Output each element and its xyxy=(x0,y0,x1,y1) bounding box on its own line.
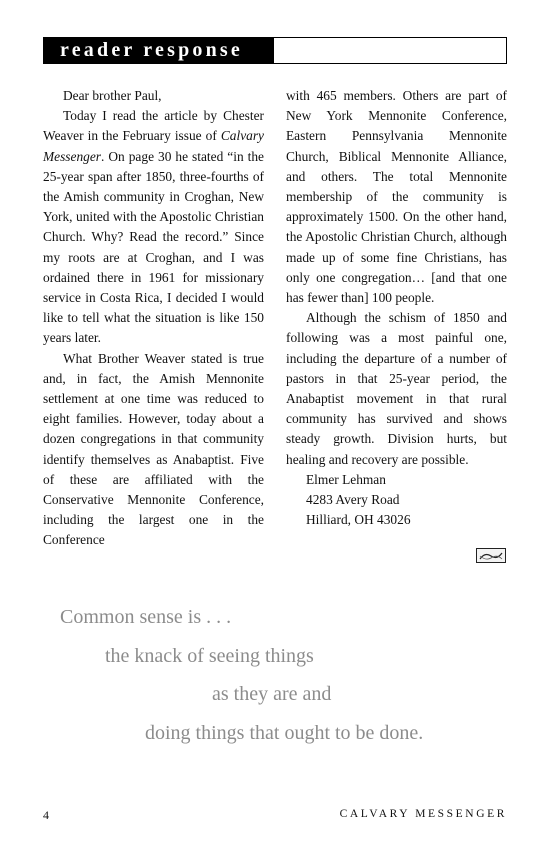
quote-line-1: Common sense is . . . xyxy=(60,606,232,628)
signature-street: 4283 Avery Road xyxy=(306,492,400,508)
letter-paragraph: Although the schism of 1850 and following was a most painful one, including the departure of a number of pastors in that 25-year period, the Anabaptist movement in that rural community has survived and shows steady growth. Division hurts, but healing and recovery are possible. xyxy=(286,310,507,467)
signature-city: Hilliard, OH 43026 xyxy=(306,512,411,528)
quote-line-4: doing things that ought to be done. xyxy=(145,722,424,744)
publication-name: Calvary Messenger xyxy=(43,128,264,164)
letter-column-left xyxy=(43,86,264,551)
letter-paragraph-continued: with 465 members. Others are part of New York Mennonite Conference, Eastern Pennsylvania Mennonite Church, Biblical Mennonite Alliance, and others. The total Mennonite membership of the community is approximately 1500. On the other hand, the Apostolic Christian Church, although made up of some fine Christians, has only one congregation… [and that one has fewer than] 100 people. xyxy=(286,88,507,306)
letter-column-right xyxy=(286,86,507,530)
end-mark-icon xyxy=(476,548,506,563)
quote-line-2: the knack of seeing things xyxy=(105,645,314,667)
section-header xyxy=(43,37,507,64)
publication-footer: CALVARY MESSENGER xyxy=(339,808,507,820)
letter-paragraph: Today I read the article by Chester Weaver in the February issue of Calvary Messenger. On page 30 he stated “in the 25-year span after 1850, three-fourths of the Amish community in Croghan, New York, united with the Apostolic Christian Church. Why? Read the record.” Since my roots are at Croghan, and I was ordained there in 1961 for missionary service in Costa Rica, I decided I would like to tell what the situation is like 150 years later. xyxy=(43,108,264,346)
quote-line-3: as they are and xyxy=(212,683,332,705)
signature-name: Elmer Lehman xyxy=(306,471,386,487)
page-number: 4 xyxy=(43,808,49,822)
salutation: Dear brother Paul, xyxy=(63,88,162,103)
section-title: reader response xyxy=(44,38,274,63)
letter-paragraph: What Brother Weaver stated is true and, in fact, the Amish Mennonite settlement at one time was reduced to eight families. However, today about a dozen congregations in that community identify themselves as Anabaptist. Five of these are affiliated with the Conservative Mennonite Conference, including the largest one in the Conference xyxy=(43,350,264,548)
